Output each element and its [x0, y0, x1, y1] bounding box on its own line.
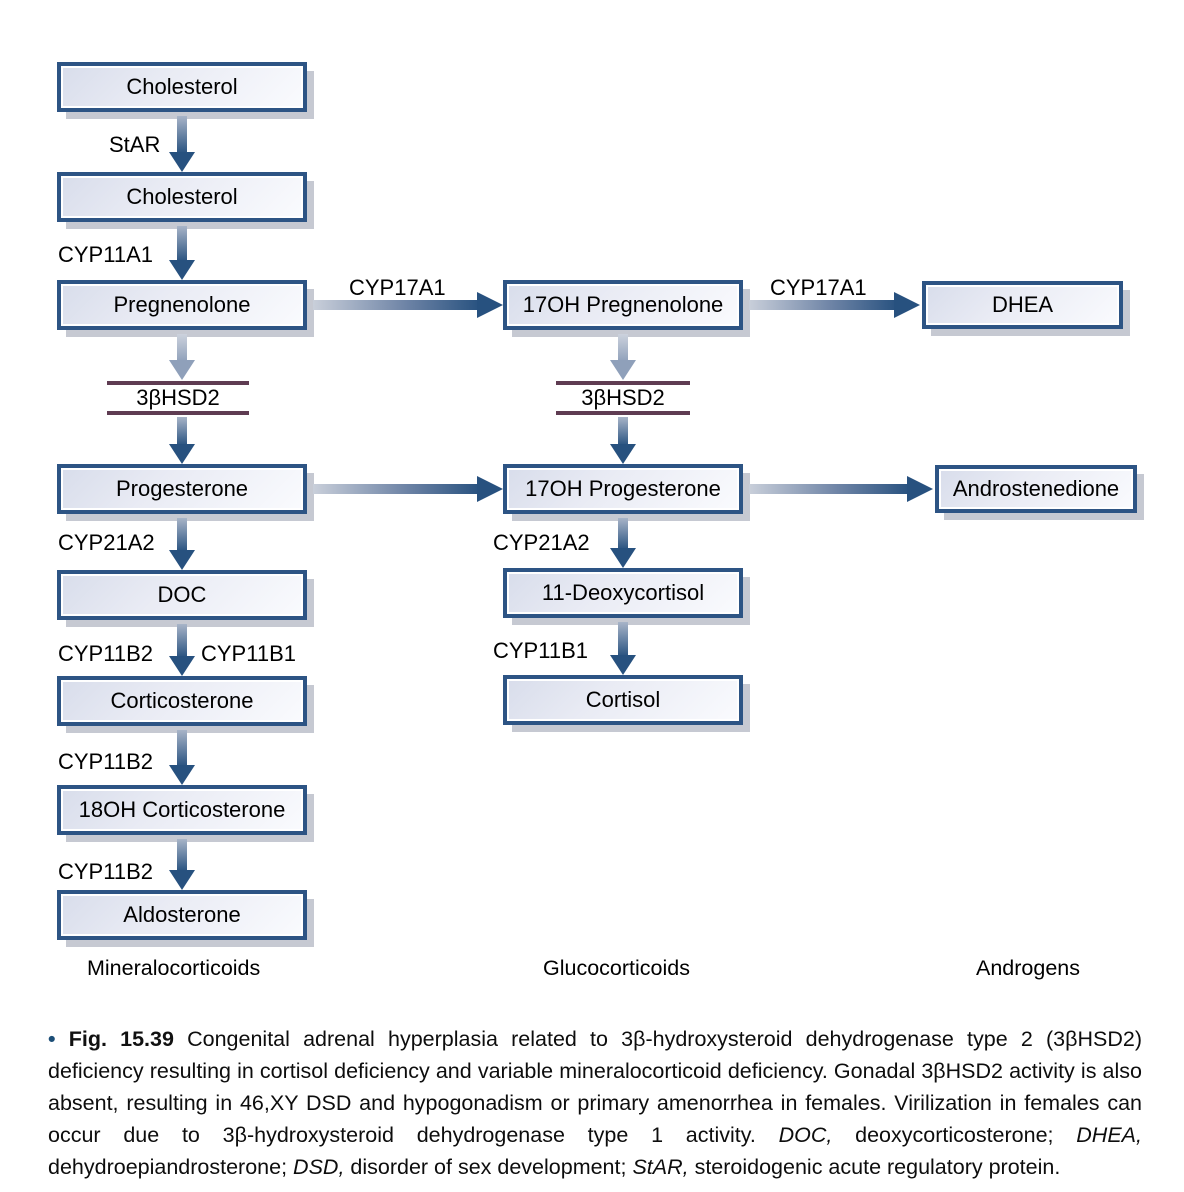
enzyme-label-cyp11b1-mid: CYP11B1 — [493, 638, 588, 663]
caption-figure-number: Fig. 15.39 — [68, 1026, 174, 1051]
caption-abbrev-italic: StAR, — [632, 1154, 689, 1179]
enzyme-label-cyp11b1-first: CYP11B1 — [201, 641, 296, 666]
node-corticosterone: Corticosterone — [57, 676, 307, 726]
caption-abbrev-italic: DSD, — [293, 1154, 345, 1179]
node-androstenedione: Androstenedione — [935, 465, 1137, 513]
node-progesterone: Progesterone — [57, 464, 307, 514]
caption-text: Congenital adrenal hyperplasia related to 3β-hydroxysteroid dehydrogenase type 2 (3βHSD2) deficiency resulting in cortisol deficiency and variable mineralocorticoid deficiency. Gonadal 3βHSD2 activity is also absent, resulting in 46,XY DSD and hypogonadism or primary amenorrhea in females. Virilization in females can occur due to 3β-hydroxysteroid dehydrogenase type 1 activity. — [48, 1026, 1142, 1147]
caption-text: steroidogenic acute regulatory protein. — [688, 1154, 1061, 1179]
node-cholesterol-1: Cholesterol — [57, 62, 307, 112]
enzyme-label-cyp21a2-left: CYP21A2 — [58, 530, 155, 555]
enzyme-label-cyp17a1-second: CYP17A1 — [770, 275, 867, 300]
node-aldosterone: Aldosterone — [57, 890, 307, 940]
node-18oh-corticosterone: 18OH Corticosterone — [57, 785, 307, 835]
caption-text: dehydroepiandrosterone; — [48, 1154, 294, 1179]
caption-abbrev-italic: DHEA, — [1076, 1122, 1142, 1147]
caption-bullet-icon: • — [48, 1026, 56, 1051]
node-dhea: DHEA — [922, 281, 1123, 329]
node-11-deoxycortisol: 11-Deoxycortisol — [503, 568, 743, 618]
enzyme-label-cyp11b2-second: CYP11B2 — [58, 749, 153, 774]
enzyme-label-cyp11a1: CYP11A1 — [58, 242, 153, 267]
caption-text: disorder of sex development; — [344, 1154, 633, 1179]
node-cholesterol-2: Cholesterol — [57, 172, 307, 222]
enzyme-label-cyp21a2-mid: CYP21A2 — [493, 530, 590, 555]
enzyme-label-cyp11b2-third: CYP11B2 — [58, 859, 153, 884]
blocked-enzyme-3bhsd2-left: 3βHSD2 — [107, 381, 249, 415]
node-pregnenolone: Pregnenolone — [57, 280, 307, 330]
category-label-glucocorticoids: Glucocorticoids — [543, 956, 690, 980]
caption-text: deoxycorticosterone; — [832, 1122, 1077, 1147]
node-17oh-progesterone: 17OH Progesterone — [503, 464, 743, 514]
enzyme-label-cyp11b2-first: CYP11B2 — [58, 641, 153, 666]
node-17oh-pregnenolone: 17OH Pregnenolone — [503, 280, 743, 330]
category-label-androgens: Androgens — [976, 956, 1080, 980]
enzyme-label-cyp17a1-first: CYP17A1 — [349, 275, 446, 300]
caption-abbrev-italic: DOC, — [778, 1122, 833, 1147]
caption-body — [48, 1027, 1142, 1179]
node-doc: DOC — [57, 570, 307, 620]
figure-caption — [48, 1023, 1142, 1183]
enzyme-label-star: StAR — [109, 132, 161, 157]
category-label-mineralocorticoids: Mineralocorticoids — [87, 956, 261, 980]
node-cortisol: Cortisol — [503, 675, 743, 725]
blocked-enzyme-3bhsd2-mid: 3βHSD2 — [556, 381, 690, 415]
